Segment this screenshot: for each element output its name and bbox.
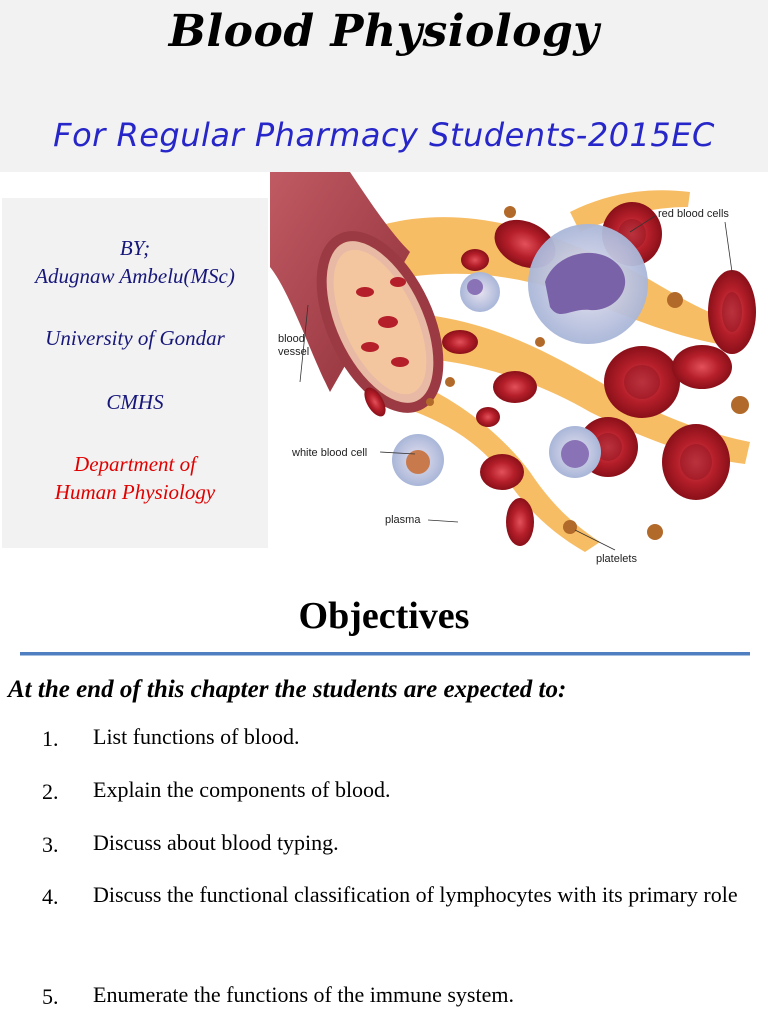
department-line-2: Human Physiology — [54, 480, 216, 504]
objectives-lead: At the end of this chapter the students are expected to: — [8, 676, 567, 703]
objective-text: Discuss the functional classification of lymphocytes with its primary role — [93, 882, 738, 907]
objective-number: 4. — [42, 884, 59, 909]
objectives-slide — [0, 566, 768, 1024]
objective-text: List functions of blood. — [93, 724, 300, 749]
title-band — [0, 0, 768, 172]
objective-number: 1. — [42, 726, 59, 751]
label-platelets: platelets — [596, 553, 637, 565]
objectives-title: Objectives — [298, 595, 470, 637]
university-name: University of Gondar — [45, 326, 225, 350]
blood-components-illustration — [270, 172, 768, 566]
department-line-1: Department of — [74, 452, 196, 476]
objective-number: 3. — [42, 832, 59, 857]
objective-text: Explain the components of blood. — [93, 777, 391, 802]
college-name: CMHS — [106, 390, 164, 414]
objective-number: 5. — [42, 984, 59, 1009]
author-name: Adugnaw Ambelu(MSc) — [35, 264, 235, 288]
label-plasma: plasma — [385, 514, 421, 526]
slide-title: Blood Physiology — [168, 6, 600, 57]
objective-text: Enumerate the functions of the immune system. — [93, 982, 514, 1007]
label-blood-vessel-2: vessel — [278, 346, 310, 358]
label-blood-vessel-1: blood — [278, 333, 305, 345]
by-label: BY; — [119, 236, 151, 260]
objective-text: Discuss about blood typing. — [93, 830, 339, 855]
label-red-blood-cells: red blood cells — [658, 208, 729, 220]
objective-number: 2. — [42, 779, 59, 804]
label-white-blood-cell: white blood cell — [292, 447, 368, 459]
slide-subtitle: For Regular Pharmacy Students-2015EC — [53, 116, 715, 154]
blood-vessel — [270, 172, 462, 426]
author-box — [2, 198, 268, 548]
title-underline — [20, 652, 750, 656]
